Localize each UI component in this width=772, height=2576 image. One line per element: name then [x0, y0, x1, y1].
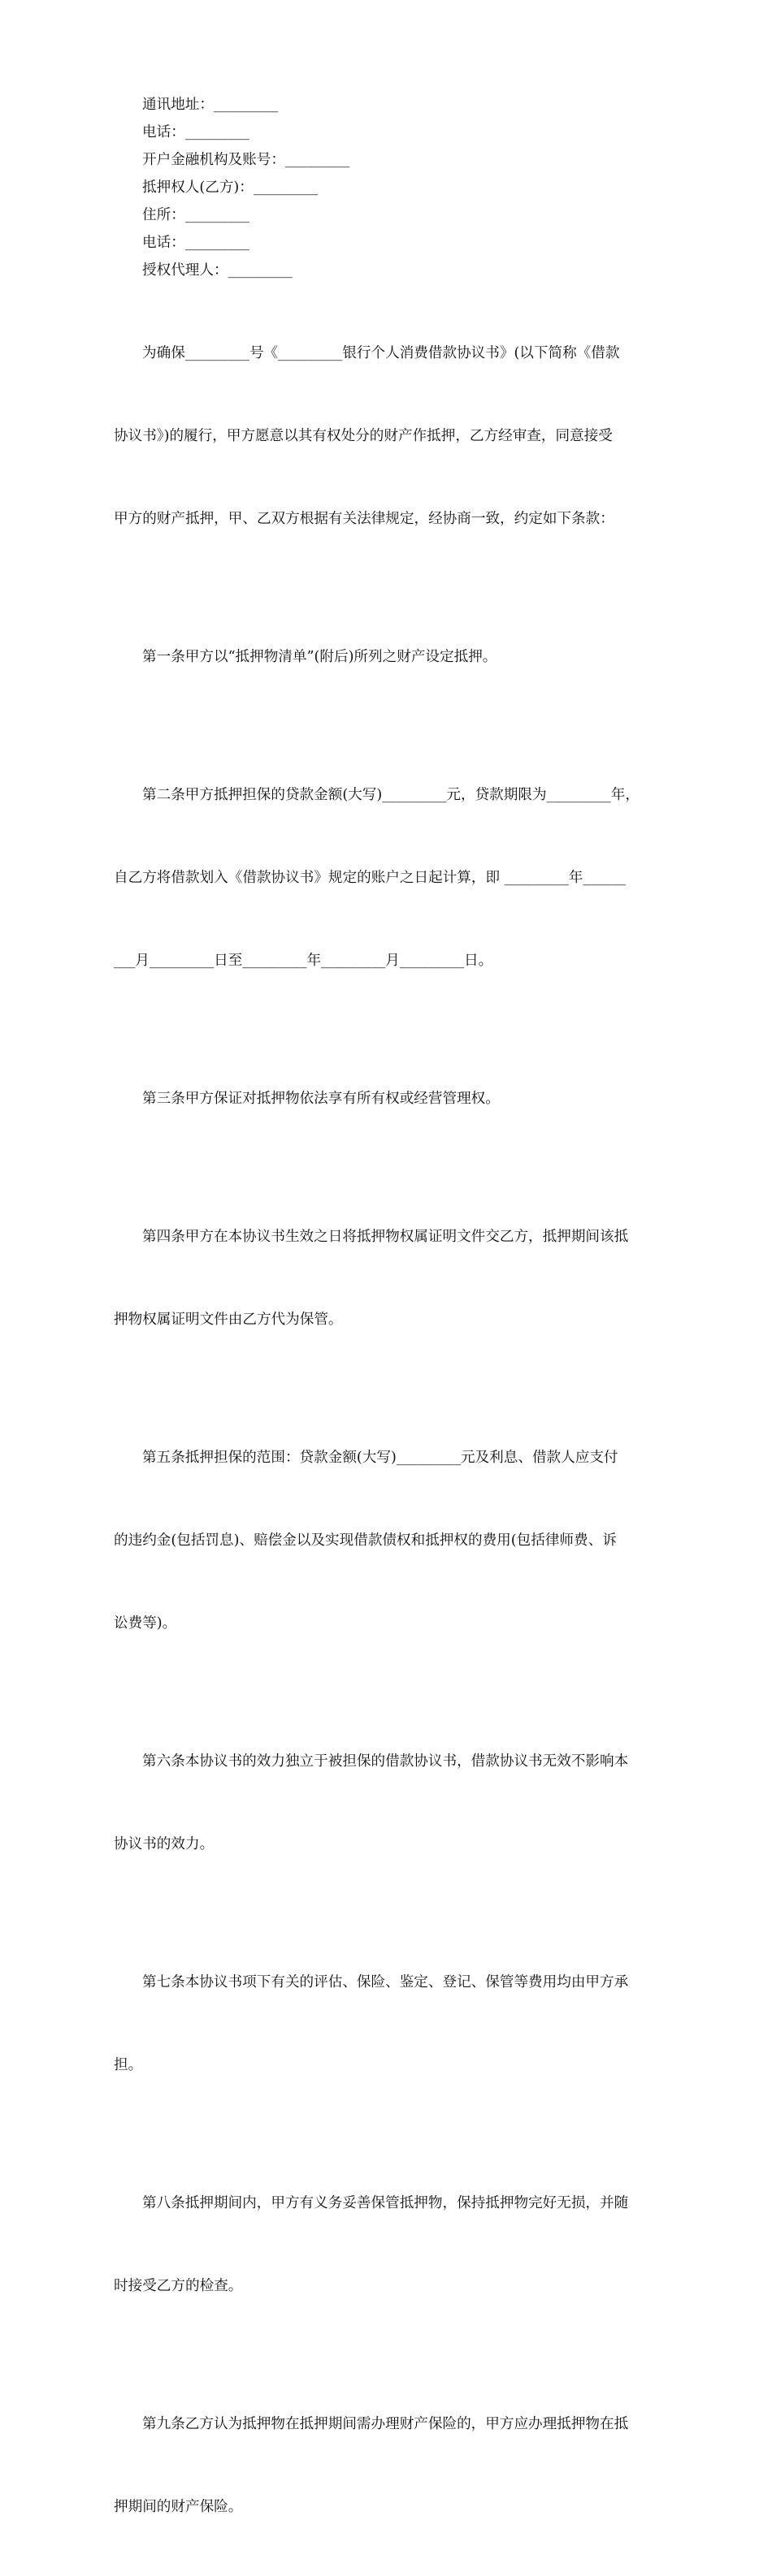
- clause-8: [114, 2134, 663, 2355]
- paragraph-line: 协议书》)的履行，甲方愿意以其有权处分的财产作抵押，乙方经审查，同意接受: [114, 428, 613, 444]
- paragraph-line: 担。: [114, 2057, 143, 2073]
- clause-7: [114, 1913, 663, 2134]
- paragraph-line: ___月_________日至_________年_________月_________日。: [114, 953, 493, 969]
- field-residence: 住所：_________: [142, 207, 249, 223]
- paragraph-line: 第六条本协议书的效力独立于被担保的借款协议书，借款协议书无效不影响本: [142, 1753, 629, 1770]
- clause-9: [114, 2355, 663, 2576]
- paragraph-line: 押期间的财产保险。: [114, 2499, 243, 2515]
- paragraph-line: 第八条抵押期间内，甲方有义务妥善保管抵押物，保持抵押物完好无损，并随: [142, 2195, 629, 2211]
- clause-2: [114, 726, 663, 1030]
- clause-4: [114, 1168, 663, 1389]
- document-page: [114, 91, 663, 2576]
- paragraph-line: 第三条甲方保证对抵押物依法享有所有权或经营管理权。: [142, 1091, 500, 1107]
- header-fields: [114, 91, 663, 284]
- field-phone-party-a: 电话：_________: [142, 124, 249, 140]
- paragraph-line: 协议书的效力。: [114, 1836, 215, 1852]
- clauses: [114, 284, 663, 2576]
- paragraph-line: 第四条甲方在本协议书生效之日将抵押物权属证明文件交乙方，抵押期间该抵: [142, 1229, 629, 1245]
- paragraph-line: 甲方的财产抵押，甲、乙双方根据有关法律规定，经协商一致，约定如下条款：: [114, 511, 614, 527]
- clause-1: [114, 588, 663, 726]
- clause-5: [114, 1389, 663, 1692]
- paragraph-line: 第一条甲方以“抵押物清单”(附后)所列之财产设定抵押。: [142, 649, 497, 665]
- paragraph-line: 为确保_________号《_________银行个人消费借款协议书》(以下简称《借款: [142, 345, 620, 361]
- paragraph-line: 第七条本协议书项下有关的评估、保险、鉴定、登记、保管等费用均由甲方承: [142, 1974, 629, 1990]
- clause-3: [114, 1030, 663, 1168]
- preamble-paragraph: [114, 284, 663, 588]
- paragraph-line: 的违约金(包括罚息)、赔偿金以及实现借款债权和抵押权的费用(包括律师费、诉: [114, 1532, 617, 1549]
- paragraph-line: 第五条抵押担保的范围：贷款金额(大写)_________元及利息、借款人应支付: [142, 1450, 618, 1466]
- field-bank-account: 开户金融机构及账号：_________: [142, 152, 350, 168]
- paragraph-line: 第九条乙方认为抵押物在抵押期间需办理财产保险的，甲方应办理抵押物在抵: [142, 2416, 629, 2432]
- field-authorized-agent: 授权代理人：_________: [142, 262, 293, 279]
- paragraph-line: 讼费等)。: [114, 1615, 177, 1632]
- paragraph-line: 时接受乙方的检查。: [114, 2278, 243, 2294]
- field-address: 通讯地址：_________: [142, 97, 279, 113]
- field-mortgagee: 抵押权人(乙方)：_________: [142, 179, 319, 196]
- clause-6: [114, 1692, 663, 1913]
- paragraph-line: 押物权属证明文件由乙方代为保管。: [114, 1312, 343, 1328]
- paragraph-line: 自乙方将借款划入《借款协议书》规定的账户之日起计算，即 _________年______: [114, 870, 627, 886]
- field-phone-party-b: 电话：_________: [142, 235, 249, 251]
- paragraph-line: 第二条甲方抵押担保的贷款金额(大写)_________元，贷款期限为_________年，: [142, 787, 640, 803]
